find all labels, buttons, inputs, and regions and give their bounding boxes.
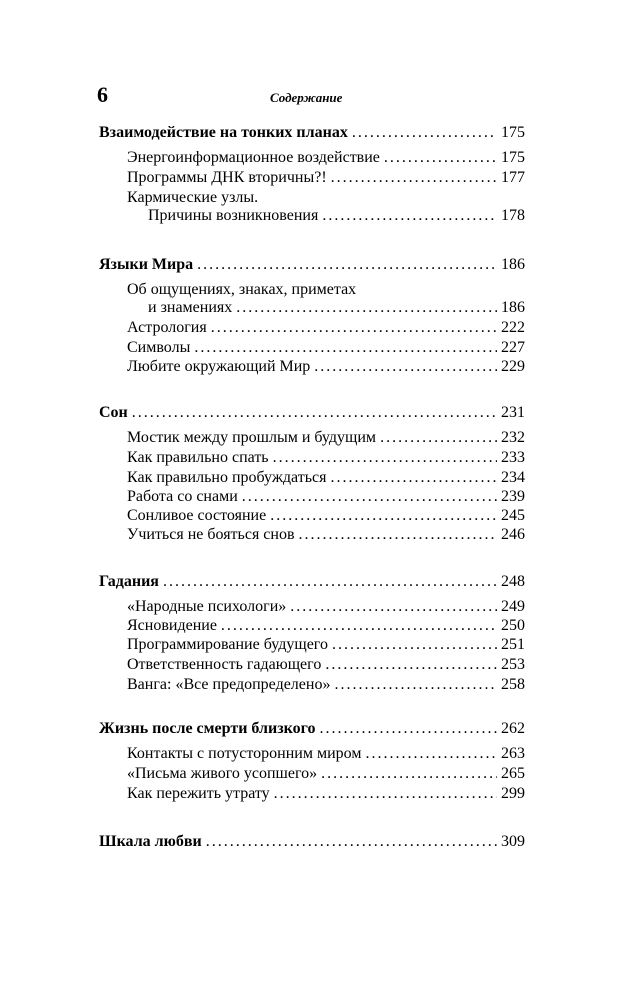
page-ref: 229 xyxy=(501,358,525,375)
toc-entry[interactable] xyxy=(127,675,525,695)
page-ref: 258 xyxy=(501,676,525,693)
toc-entry[interactable] xyxy=(127,635,525,655)
page-ref: 233 xyxy=(501,449,525,466)
section-title: Жизнь после смерти близкого xyxy=(99,720,316,737)
entry-title: Любите окружающий Мир xyxy=(127,358,311,375)
page-number: 6 xyxy=(97,82,108,107)
entry-title: Мостик между прошлым и будущим xyxy=(127,429,377,446)
toc-entry[interactable] xyxy=(127,597,525,617)
entry-title-line1: Об ощущениях, знаках, приметах xyxy=(127,281,357,298)
page-ref: 245 xyxy=(501,507,525,524)
entry-title: Как правильно спать xyxy=(127,449,269,466)
entry-title: Сонливое состояние xyxy=(127,507,267,524)
entry-title: Учиться не бояться снов xyxy=(127,526,295,543)
page-ref: 246 xyxy=(501,526,525,543)
entry-title: Программирование будущего xyxy=(127,636,328,653)
toc-section[interactable] xyxy=(99,832,525,852)
toc-entry[interactable] xyxy=(127,468,525,488)
toc-entry[interactable] xyxy=(148,206,525,226)
page-ref: 186 xyxy=(501,299,525,316)
page-ref: 251 xyxy=(501,636,525,653)
toc-entry[interactable] xyxy=(127,168,525,188)
entry-title: Как пережить утрату xyxy=(127,785,270,802)
section-title: Гадания xyxy=(99,573,159,590)
page-ref: 253 xyxy=(501,656,525,673)
toc-entry[interactable] xyxy=(127,357,525,377)
section-title: Шкала любви xyxy=(99,833,202,850)
entry-title: Причины возникновения xyxy=(148,207,319,224)
toc-entry[interactable] xyxy=(127,655,525,675)
entry-title: Работа со снами xyxy=(127,488,238,505)
page-ref: 262 xyxy=(501,720,525,737)
entry-title-line1: Кармические узлы. xyxy=(127,189,259,206)
toc-entry[interactable] xyxy=(127,616,525,636)
page-ref: 234 xyxy=(501,469,525,486)
toc-entry[interactable] xyxy=(127,338,525,358)
entry-title: Астрология xyxy=(127,319,207,336)
toc-entry[interactable] xyxy=(127,506,525,526)
entry-title: Контакты с потусторонним миром xyxy=(127,745,362,762)
page-ref: 227 xyxy=(501,339,525,356)
entry-title: Программы ДНК вторичны?! xyxy=(127,169,327,186)
page-ref: 299 xyxy=(501,785,525,802)
toc-section[interactable] xyxy=(99,123,525,143)
toc-entry[interactable] xyxy=(127,764,525,784)
toc-entry[interactable] xyxy=(127,428,525,448)
toc-entry[interactable] xyxy=(127,744,525,764)
running-head: Содержание xyxy=(270,90,343,105)
entry-title: Ответственность гадающего xyxy=(127,656,322,673)
entry-title: Энергоинформационное воздействие xyxy=(127,149,380,166)
toc-entry[interactable] xyxy=(127,448,525,468)
page-ref: 263 xyxy=(501,745,525,762)
page-ref: 265 xyxy=(501,765,525,782)
toc-entry[interactable] xyxy=(127,784,525,804)
page-ref: 309 xyxy=(501,833,525,850)
entry-title: «Письма живого усопшего» xyxy=(127,765,318,782)
page-ref: 232 xyxy=(501,429,525,446)
page-ref: 250 xyxy=(501,617,525,634)
page-ref: 249 xyxy=(501,598,525,615)
toc-section[interactable] xyxy=(99,719,525,739)
entry-title: Как правильно пробуждаться xyxy=(127,469,327,486)
toc-entry[interactable] xyxy=(127,525,525,545)
section-title: Языки Мира xyxy=(99,256,194,273)
toc-entry[interactable] xyxy=(148,298,525,318)
page-ref: 177 xyxy=(501,169,525,186)
page-ref: 186 xyxy=(501,256,525,273)
entry-title: Символы xyxy=(127,339,191,356)
entry-title: «Народные психологи» xyxy=(127,598,287,615)
toc-section[interactable] xyxy=(99,572,525,592)
section-title: Взаимодействие на тонких планах xyxy=(99,124,348,141)
toc-section[interactable] xyxy=(99,255,525,275)
entry-title: Ясновидение xyxy=(127,617,217,634)
section-title: Сон xyxy=(99,404,128,421)
entry-title: Ванга: «Все предопределено» xyxy=(127,676,331,693)
page-ref: 239 xyxy=(501,488,525,505)
page-ref: 248 xyxy=(501,573,525,590)
page-ref: 178 xyxy=(501,207,525,224)
page-ref: 231 xyxy=(501,404,525,421)
entry-title: и знамениях xyxy=(148,299,233,316)
page-ref: 175 xyxy=(501,149,525,166)
toc-entry[interactable] xyxy=(127,148,525,168)
toc-entry[interactable] xyxy=(127,487,525,507)
page-ref: 222 xyxy=(501,319,525,336)
toc-section[interactable] xyxy=(99,403,525,423)
page-ref: 175 xyxy=(501,124,525,141)
toc-entry[interactable] xyxy=(127,318,525,338)
